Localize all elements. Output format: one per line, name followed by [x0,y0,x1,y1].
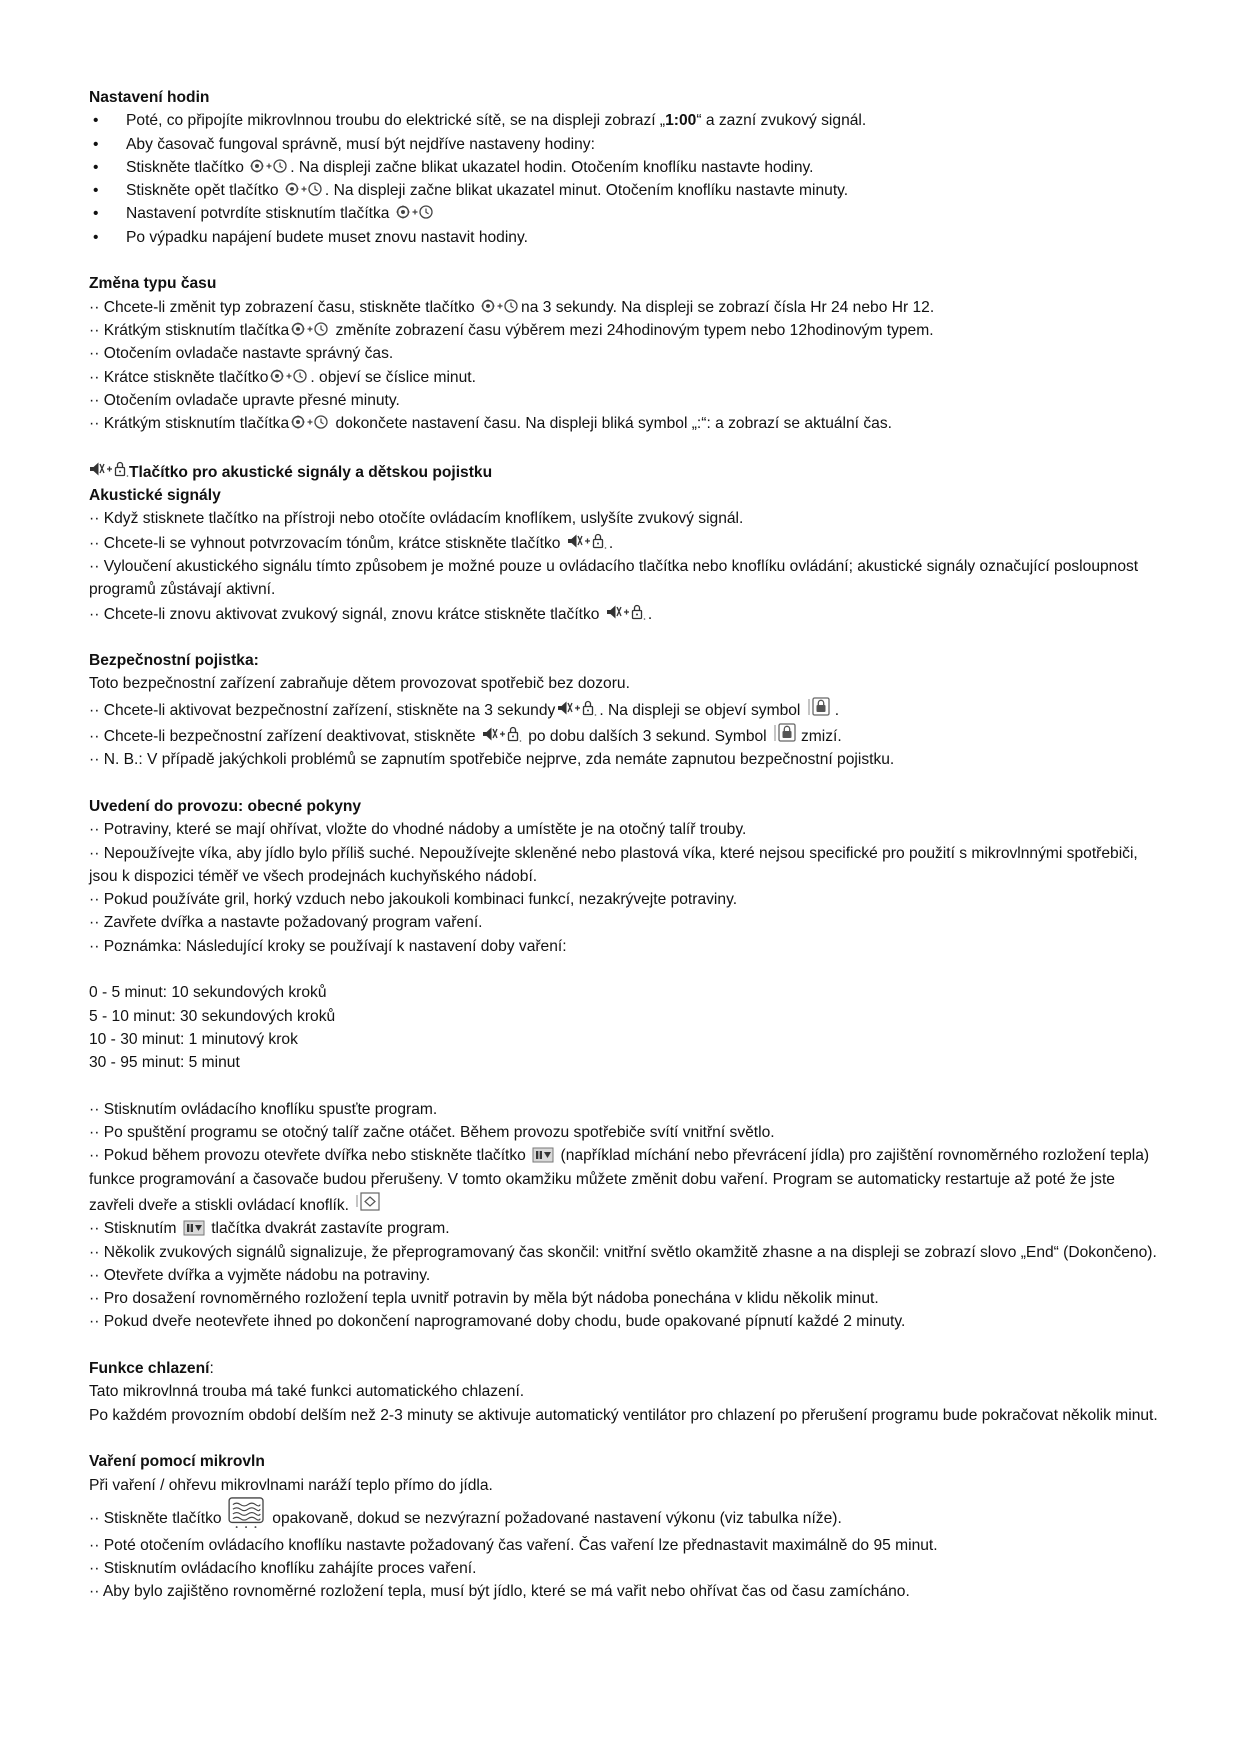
list-item: ·· N. B.: V případě jakýchkoli problémů se zapnutím spotřebiče nejprve, zda nemáte zapnutou bezpečnostní pojistku. [89,751,895,769]
settings-clock-icon [285,181,323,198]
list-item: ·· Potraviny, které se mají ohřívat, vložte do vhodné nádoby a umístěte je na otočný talíř trouby. [89,821,747,839]
paragraph: Při vaření / ohřevu mikrovlnami naráží teplo přímo do jídla. [89,1476,493,1494]
list-item: ·· Pokud dveře neotevřete ihned po dokončení naprogramované doby chodu, bude opakované pípnutí každé 2 minuty. [89,1313,906,1331]
paragraph: Toto bezpečnostní zařízení zabraňuje dětem provozovat spotřebič bez dozoru. [89,675,630,693]
section-title-time-type: Změna typu času [89,275,217,293]
list-item: ·· Několik zvukových signálů signalizuje, že přeprogramovaný čas skončil: vnitřní světlo okamžitě zhasne a na displeji se zobrazí slovo „End“ (Dokončeno). [89,1243,1157,1261]
list-item: ·· Stisknutím tlačítka dvakrát zastavíte program. [89,1220,450,1238]
sound-lock-icon [557,698,597,718]
list-item: ·· Stisknutím ovládacího knoflíku zahájíte proces vaření. [89,1560,477,1578]
list-item: • Aby časovač fungoval správně, musí být nejdříve nastaveny hodiny: [93,135,595,153]
list-item: ·· Pro dosažení rovnoměrného rozložení tepla uvnitř potravin by měla být nádoba ponechána v klidu několik minut. [89,1290,879,1308]
document-page [89,86,1159,1604]
list-item: ·· Chcete-li změnit typ zobrazení času, stiskněte tlačítko na 3 sekundy. Na displeji se zobrazí čísla Hr 24 nebo Hr 12. [89,298,935,316]
list-item: ·· Pokud během provozu otevřete dvířka nebo stiskněte tlačítko (například míchání nebo převrácení jídla) pro zajištění rovnoměrného rozložení tepla) funkce programování a časovače budou přerušeny. V tomto okamžiku můžete změnit dobu vaření. Program se automaticky restartuje až poté že jste zavřeli dveře a stiskli ovládací knoflík. [89,1147,1150,1214]
step-item: 30 - 95 minut: 5 minut [89,1054,240,1072]
subsection-title: Akustické signály [89,487,221,505]
list-item: ·· Stisknutím ovládacího knoflíku spusťte program. [89,1100,438,1118]
start-knob-icon [355,1191,383,1213]
microwave-power-icon [228,1497,266,1529]
section-title-operation: Uvedení do provozu: obecné pokyny [89,797,362,815]
list-item: • Poté, co připojíte mikrovlnnou troubu do elektrické sítě, se na displeji zobrazí „1:00“ a zazní zvukový signál. [93,112,867,130]
sound-lock-icon [606,602,646,622]
section-title-microwave: Vaření pomocí mikrovln [89,1453,265,1471]
list-item: ·· Když stisknete tlačítko na přístroji nebo otočíte ovládacím knoflíkem, uslyšíte zvukový signál. [89,510,744,528]
settings-clock-icon [396,204,434,221]
step-item: 10 - 30 minut: 1 minutový krok [89,1030,298,1048]
section-title-cooling: Funkce chlazení: [89,1360,214,1378]
lock-symbol-icon [807,696,833,718]
list-item: ·· Chcete-li se vyhnout potvrzovacím tónům, krátce stiskněte tlačítko . [89,531,1159,555]
step-item: 5 - 10 minut: 30 sekundových kroků [89,1007,336,1025]
section-title-clock: Nastavení hodin [89,89,210,106]
list-item: ·· Chcete-li bezpečnostní zařízení deaktivovat, stiskněte po dobu dalších 3 sekund. Symbol zmizí. [89,722,1159,748]
list-item: ·· Otevřete dvířka a vyjměte nádobu na potraviny. [89,1266,431,1284]
list-item: ·· Poté otočením ovládacího knoflíku nastavte požadovaný čas vaření. Čas vaření lze přednastavit maximálně do 95 minut. [89,1536,938,1554]
list-item: ·· Krátkým stisknutím tlačítka změníte zobrazení času výběrem mezi 24hodinovým typem nebo 12hodinovým typem. [89,321,934,339]
settings-clock-icon [270,368,308,385]
settings-clock-icon [250,158,288,175]
list-item: ·· Vyloučení akustického signálu tímto způsobem je možné pouze u ovládacího tlačítka nebo knoflíku ovládání; akustické signály označující posloupnost programů zůstávají aktivní. [89,557,1139,599]
settings-clock-icon [481,298,519,315]
section-title-safety: Bezpečnostní pojistka: [89,652,259,670]
section-title-sound-lock: Tlačítko pro akustické signály a dětskou pojistku [89,459,1159,484]
pause-stop-icon [183,1220,205,1236]
step-item: 0 - 5 minut: 10 sekundových kroků [89,984,327,1002]
lock-symbol-icon [773,722,799,744]
list-item: ·· Otočením ovladače nastavte správný čas. [89,345,394,363]
list-item: ·· Krátce stiskněte tlačítko . objeví se číslice minut. [89,368,476,386]
list-item: ·· Nepoužívejte víka, aby jídlo bylo příliš suché. Nepoužívejte skleněné nebo plastová víka, které nejsou specifické pro použití s mikrovlnnými spotřebiči, jsou k dispozici téměř ve všech prodejnách kuchyňského nádobí. [89,844,1138,885]
list-item: • Nastavení potvrdíte stisknutím tlačítka [89,202,1159,225]
list-item: ·· Krátkým stisknutím tlačítka dokončete nastavení času. Na displeji bliká symbol „:“: a zobrazí se aktuální čas. [89,415,892,433]
sound-lock-icon [89,459,129,479]
paragraph: Po každém provozním období delším než 2-3 minuty se aktivuje automatický ventilátor pro chlazení po přerušení programu bude pokračovat několik minut. [89,1406,1158,1424]
list-item: ·· Po spuštění programu se otočný talíř začne otáčet. Během provozu spotřebiče svítí vnitřní světlo. [89,1124,775,1142]
settings-clock-icon [291,414,329,431]
pause-stop-icon [532,1147,554,1163]
list-item: ·· Chcete-li znovu aktivovat zvukový signál, znovu krátce stiskněte tlačítko . [89,602,1159,626]
sound-lock-icon [482,724,522,744]
list-item: ·· Otočením ovladače upravte přesné minuty. [89,391,400,409]
paragraph: Tato mikrovlnná trouba má také funkci automatického chlazení. [89,1383,525,1401]
list-item: • Stiskněte tlačítko . Na displeji začne blikat ukazatel hodin. Otočením knoflíku nastavte hodiny. [93,158,814,176]
settings-clock-icon [291,321,329,338]
sound-lock-icon [567,531,607,551]
list-item: • Stiskněte opět tlačítko . Na displeji začne blikat ukazatel minut. Otočením knoflíku nastavte minuty. [93,182,849,200]
list-item: ·· Poznámka: Následující kroky se používají k nastavení doby vaření: [89,937,567,955]
list-item: ·· Stiskněte tlačítko opakovaně, dokud se nezvýrazní požadované nastavení výkonu (viz tabulka níže). [89,1497,1159,1534]
list-item: ·· Pokud používáte gril, horký vzduch nebo jakoukoli kombinaci funkcí, nezakrývejte potraviny. [89,891,738,909]
list-item: ·· Aby bylo zajištěno rovnoměrné rozložení tepla, musí být jídlo, které se má vařit nebo ohřívat čas od času zamícháno. [89,1583,910,1601]
list-item: ·· Chcete-li aktivovat bezpečnostní zařízení, stiskněte na 3 sekundy . Na displeji se objeví symbol . [89,696,1159,722]
list-item: ·· Zavřete dvířka a nastavte požadovaný program vaření. [89,914,483,932]
list-item: • Po výpadku napájení budete muset znovu nastavit hodiny. [93,228,528,246]
